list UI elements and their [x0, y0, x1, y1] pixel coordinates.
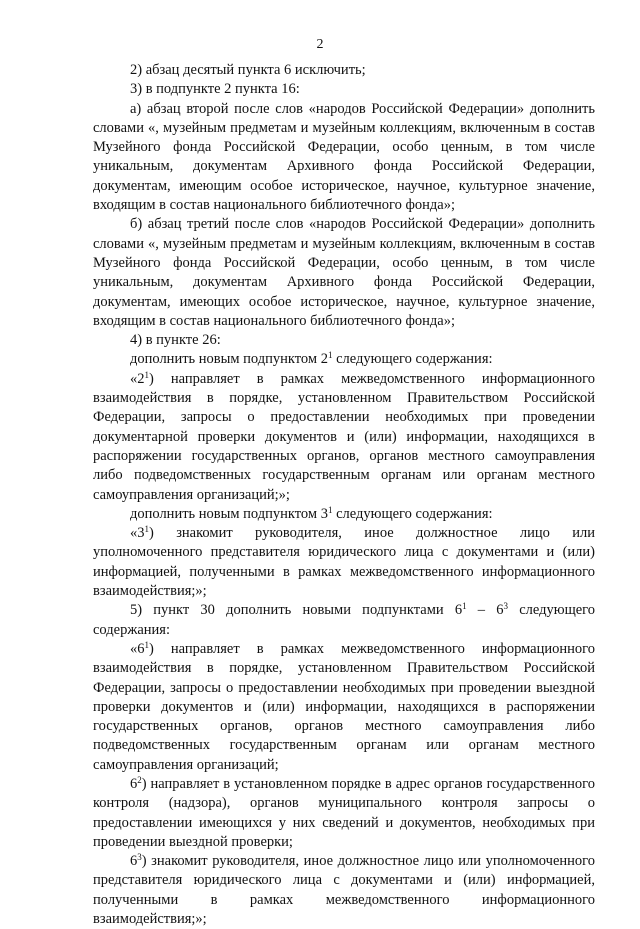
paragraph-item-4-quote1: «$2^1$) направляет в рамках межведомственного информационного взаимодействия в порядке, установленном Правительством Российской Федерации, запросы о предоставлении необходимых при проведении документарной проверки документов и (или) информации, находящихся в распоряжении государственных органов, органов местного самоуправления либо подведомственных государственным органам или органам местного самоуправления организаций;»;: [93, 369, 595, 503]
document-body: [93, 61, 595, 929]
paragraph-item-3: 3) в подпункте 2 пункта 16:: [130, 81, 300, 98]
paragraph-item-4: 4) в пункте 26:: [130, 332, 221, 349]
page-number: 2: [316, 37, 324, 52]
paragraph-item-4-add1: дополнить новым подпунктом $2^1$ следующего содержания:: [130, 350, 493, 368]
paragraph-item-5-quote1: «$6^1$) направляет в рамках межведомственного информационного взаимодействия в порядке, установленном Правительством Российской Федерации, запросы о предоставлении необходимых при проведении выездной проверки документов и (или) информации, находящихся в распоряжении государственных органов, органов местного самоуправления либо подведомственных государственным органам или органам местного самоуправления организаций;: [93, 639, 595, 773]
paragraph-item-3a: а) абзац второй после слов «народов Российской Федерации» дополнить словами «, музейным предметам и музейным коллекциям, включенным в состав Музейного фонда Российской Федерации, особо ценным, в том числе уникальным, документам Архивного фонда Российской Федерации, документам, имеющим особое историческое, научное, культурное значение, входящим в состав национального библиотечного фонда»;: [93, 100, 595, 214]
paragraph-item-3b: б) абзац третий после слов «народов Российской Федерации» дополнить словами «, музейным предметам и музейным коллекциям, включенным в состав Музейного фонда Российской Федерации, особо ценным, в том числе уникальным, документам Архивного фонда Российской Федерации, документам, имеющих особое историческое, научное, культурное значение, входящим в состав национального библиотечного фонда»;: [93, 216, 595, 329]
paragraph-item-2: 2) абзац десятый пункта 6 исключить;: [130, 62, 366, 78]
paragraph-item-5-quote2: $6^2$) направляет в установленном порядке в адрес органов государственного контроля (надзора), органов муниципального контроля запросы о предоставлении имеющихся у них сведений и документов, необходимых при проведении выездной проверки;: [93, 774, 595, 850]
paragraph-item-5: 5) пункт 30 дополнить новыми подпунктами $6^1 - 6^3$ следующего содержания:: [93, 601, 596, 638]
paragraph-item-4-quote2: «$3^1$) знакомит руководителя, иное должностное лицо или уполномоченного представителя юридического лица с документами и (или) информацией, полученными в рамках межведомственного информационного взаимодействия;»;: [93, 524, 595, 600]
paragraph-item-4-add2: дополнить новым подпунктом $3^1$ следующего содержания:: [130, 504, 493, 522]
paragraph-item-5-quote3: $6^3$) знакомит руководителя, иное должностное лицо или уполномоченного представителя юридического лица с документами и (или) информацией, полученными в рамках межведомственного информационного взаимодействия;»;: [93, 852, 595, 928]
